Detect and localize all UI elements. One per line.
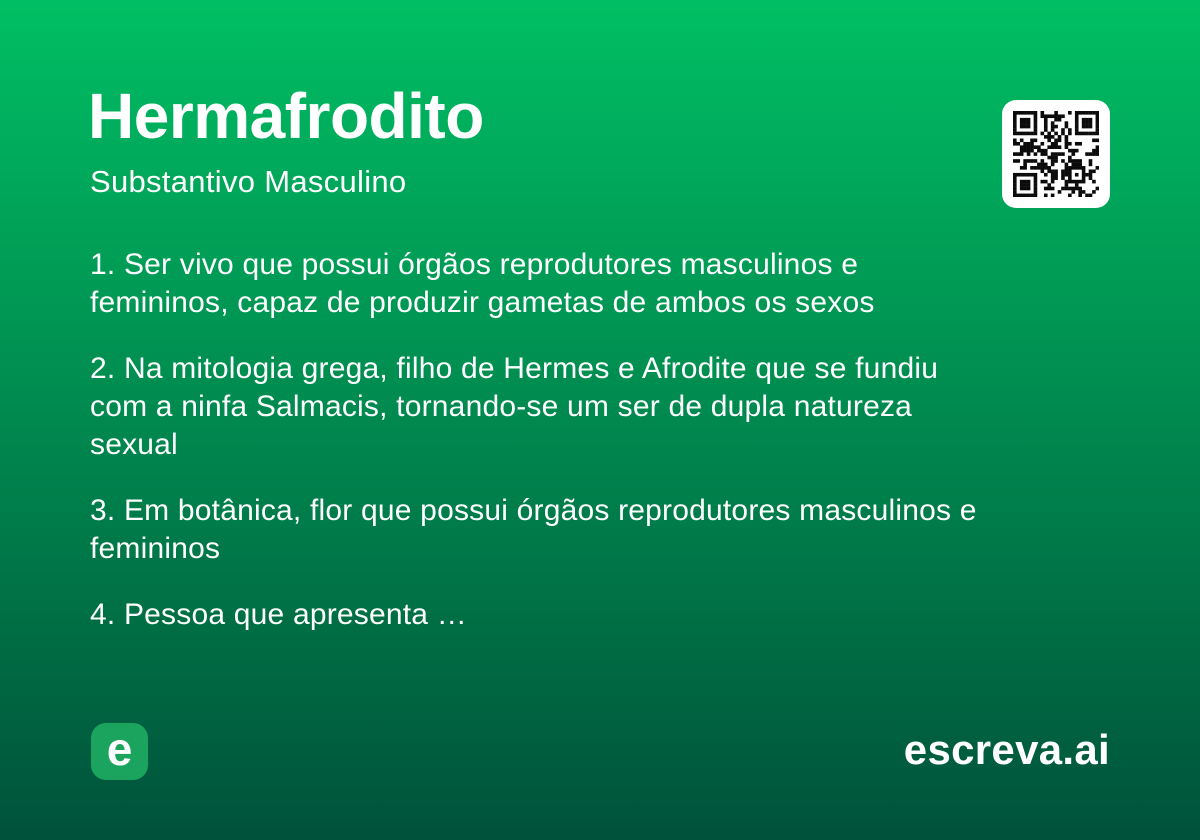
definitions-list xyxy=(90,246,1150,662)
definition-line: 4. Pessoa que apresenta … xyxy=(90,598,467,631)
logo-letter: e xyxy=(106,722,133,775)
page-title: Hermafrodito xyxy=(88,80,484,152)
definition-item-2 xyxy=(90,350,1150,464)
definition-line: sexual xyxy=(90,428,178,461)
definition-line: 3. Em botânica, flor que possui órgãos reprodutores masculinos e xyxy=(90,494,977,527)
word-class-label: Substantivo Masculino xyxy=(90,164,407,199)
definition-line: femininos, capaz de produzir gametas de ambos os sexos xyxy=(90,286,875,319)
definition-item-3 xyxy=(90,492,1150,568)
definition-line: 1. Ser vivo que possui órgãos reprodutores masculinos e xyxy=(90,248,859,281)
definition-line: com a ninfa Salmacis, tornando-se um ser de dupla natureza xyxy=(90,390,913,423)
escreva-logo-icon xyxy=(91,723,148,780)
qr-code-icon xyxy=(1002,100,1110,208)
brand-name: escreva.ai xyxy=(903,726,1110,773)
definition-item-1 xyxy=(90,246,1150,322)
definition-item-4 xyxy=(90,596,1150,634)
definition-line: femininos xyxy=(90,532,221,565)
definition-line: 2. Na mitologia grega, filho de Hermes e Afrodite que se fundiu xyxy=(90,352,939,385)
